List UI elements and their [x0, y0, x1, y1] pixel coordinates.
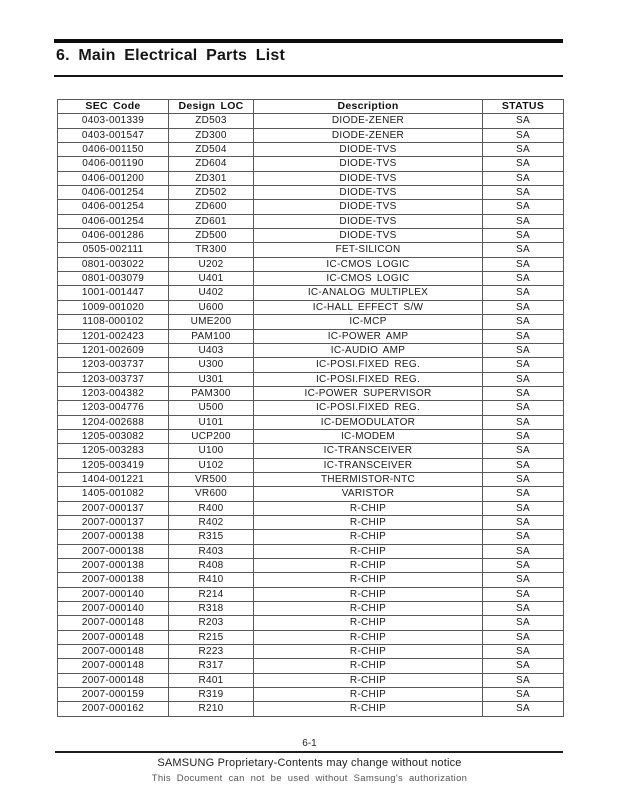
status-cell: SA [483, 343, 564, 357]
table-row [58, 415, 564, 429]
table-row [58, 645, 564, 659]
table-row [58, 358, 564, 372]
sec-code-cell: 1203-003737 [58, 372, 169, 386]
design-loc-cell: VR600 [169, 487, 254, 501]
sec-code-cell: 2007-000148 [58, 659, 169, 673]
description-cell: R-CHIP [254, 515, 483, 529]
sec-code-cell: 1203-004382 [58, 386, 169, 400]
status-cell: SA [483, 272, 564, 286]
design-loc-cell: ZD503 [169, 114, 254, 128]
table-row [58, 688, 564, 702]
description-cell: R-CHIP [254, 688, 483, 702]
description-cell: IC-MODEM [254, 429, 483, 443]
table-row [58, 659, 564, 673]
description-cell: R-CHIP [254, 702, 483, 716]
table-row [58, 630, 564, 644]
sec-code-cell: 2007-000148 [58, 645, 169, 659]
sec-code-cell: 1205-003082 [58, 429, 169, 443]
status-cell: SA [483, 372, 564, 386]
column-header-description: Description [254, 100, 483, 114]
description-cell: VARISTOR [254, 487, 483, 501]
status-cell: SA [483, 186, 564, 200]
design-loc-cell: R401 [169, 673, 254, 687]
column-header-design-loc: Design LOC [169, 100, 254, 114]
design-loc-cell: R410 [169, 573, 254, 587]
design-loc-cell: ZD504 [169, 143, 254, 157]
design-loc-cell: R403 [169, 544, 254, 558]
design-loc-cell: R315 [169, 530, 254, 544]
table-row [58, 214, 564, 228]
design-loc-cell: R203 [169, 616, 254, 630]
description-cell: IC-POSI.FIXED REG. [254, 358, 483, 372]
description-cell: R-CHIP [254, 645, 483, 659]
page-title: 6. Main Electrical Parts List [56, 47, 285, 64]
column-header-sec-code: SEC Code [58, 100, 169, 114]
table-row [58, 315, 564, 329]
table-row [58, 272, 564, 286]
description-cell: DIODE-TVS [254, 143, 483, 157]
table-row [58, 472, 564, 486]
description-cell: IC-TRANSCEIVER [254, 444, 483, 458]
sec-code-cell: 1009-001020 [58, 300, 169, 314]
status-cell: SA [483, 472, 564, 486]
sec-code-cell: 0406-001150 [58, 143, 169, 157]
description-cell: IC-ANALOG MULTIPLEX [254, 286, 483, 300]
status-cell: SA [483, 645, 564, 659]
design-loc-cell: U100 [169, 444, 254, 458]
description-cell: R-CHIP [254, 573, 483, 587]
sec-code-cell: 0403-001547 [58, 128, 169, 142]
description-cell: IC-TRANSCEIVER [254, 458, 483, 472]
status-cell: SA [483, 702, 564, 716]
description-cell: IC-POSI.FIXED REG. [254, 372, 483, 386]
title-bottom-rule [54, 75, 563, 77]
design-loc-cell: U202 [169, 257, 254, 271]
status-cell: SA [483, 659, 564, 673]
table-row [58, 401, 564, 415]
sec-code-cell: 2007-000148 [58, 616, 169, 630]
design-loc-cell: ZD301 [169, 171, 254, 185]
description-cell: R-CHIP [254, 501, 483, 515]
design-loc-cell: U401 [169, 272, 254, 286]
design-loc-cell: UME200 [169, 315, 254, 329]
status-cell: SA [483, 114, 564, 128]
sec-code-cell: 2007-000138 [58, 544, 169, 558]
sec-code-cell: 0801-003079 [58, 272, 169, 286]
sec-code-cell: 2007-000138 [58, 559, 169, 573]
design-loc-cell: UCP200 [169, 429, 254, 443]
design-loc-cell: VR500 [169, 472, 254, 486]
table-row [58, 329, 564, 343]
description-cell: DIODE-TVS [254, 157, 483, 171]
description-cell: R-CHIP [254, 673, 483, 687]
table-row [58, 487, 564, 501]
status-cell: SA [483, 386, 564, 400]
design-loc-cell: ZD604 [169, 157, 254, 171]
table-row [58, 143, 564, 157]
description-cell: DIODE-TVS [254, 200, 483, 214]
description-cell: R-CHIP [254, 559, 483, 573]
sec-code-cell: 1204-002688 [58, 415, 169, 429]
design-loc-cell: R317 [169, 659, 254, 673]
table-row [58, 587, 564, 601]
status-cell: SA [483, 587, 564, 601]
parts-table [57, 99, 564, 717]
sec-code-cell: 0406-001286 [58, 229, 169, 243]
design-loc-cell: R223 [169, 645, 254, 659]
status-cell: SA [483, 487, 564, 501]
parts-table-body [58, 114, 564, 716]
design-loc-cell: U101 [169, 415, 254, 429]
table-row [58, 128, 564, 142]
table-row [58, 573, 564, 587]
description-cell: DIODE-ZENER [254, 114, 483, 128]
table-row [58, 616, 564, 630]
status-cell: SA [483, 444, 564, 458]
sec-code-cell: 0801-003022 [58, 257, 169, 271]
sec-code-cell: 1203-004776 [58, 401, 169, 415]
description-cell: R-CHIP [254, 602, 483, 616]
sec-code-cell: 1201-002609 [58, 343, 169, 357]
description-cell: FET-SILICON [254, 243, 483, 257]
status-cell: SA [483, 214, 564, 228]
design-loc-cell: R210 [169, 702, 254, 716]
status-cell: SA [483, 458, 564, 472]
column-header-status: STATUS [483, 100, 564, 114]
description-cell: DIODE-TVS [254, 229, 483, 243]
table-row [58, 429, 564, 443]
sec-code-cell: 2007-000138 [58, 573, 169, 587]
description-cell: R-CHIP [254, 659, 483, 673]
table-row [58, 243, 564, 257]
description-cell: DIODE-TVS [254, 186, 483, 200]
design-loc-cell: U301 [169, 372, 254, 386]
status-cell: SA [483, 143, 564, 157]
sec-code-cell: 1404-001221 [58, 472, 169, 486]
sec-code-cell: 0505-002111 [58, 243, 169, 257]
description-cell: THERMISTOR-NTC [254, 472, 483, 486]
description-cell: DIODE-TVS [254, 171, 483, 185]
table-row [58, 559, 564, 573]
status-cell: SA [483, 200, 564, 214]
sec-code-cell: 0406-001190 [58, 157, 169, 171]
design-loc-cell: R400 [169, 501, 254, 515]
status-cell: SA [483, 243, 564, 257]
status-cell: SA [483, 616, 564, 630]
status-cell: SA [483, 257, 564, 271]
design-loc-cell: U403 [169, 343, 254, 357]
design-loc-cell: ZD601 [169, 214, 254, 228]
table-row [58, 530, 564, 544]
status-cell: SA [483, 501, 564, 515]
sec-code-cell: 2007-000140 [58, 587, 169, 601]
table-row [58, 186, 564, 200]
status-cell: SA [483, 544, 564, 558]
design-loc-cell: R408 [169, 559, 254, 573]
design-loc-cell: R214 [169, 587, 254, 601]
description-cell: R-CHIP [254, 630, 483, 644]
table-row [58, 702, 564, 716]
status-cell: SA [483, 415, 564, 429]
design-loc-cell: R319 [169, 688, 254, 702]
design-loc-cell: U500 [169, 401, 254, 415]
table-header-row [58, 100, 564, 114]
authorization-notice: This Document can not be used without Samsung's authorization [151, 773, 468, 784]
status-cell: SA [483, 171, 564, 185]
description-cell: IC-DEMODULATOR [254, 415, 483, 429]
status-cell: SA [483, 401, 564, 415]
sec-code-cell: 1405-001082 [58, 487, 169, 501]
design-loc-cell: U402 [169, 286, 254, 300]
design-loc-cell: ZD502 [169, 186, 254, 200]
sec-code-cell: 0406-001254 [58, 200, 169, 214]
sec-code-cell: 1001-001447 [58, 286, 169, 300]
table-row [58, 515, 564, 529]
description-cell: IC-POSI.FIXED REG. [254, 401, 483, 415]
design-loc-cell: U600 [169, 300, 254, 314]
table-row [58, 171, 564, 185]
design-loc-cell: ZD300 [169, 128, 254, 142]
table-row [58, 444, 564, 458]
status-cell: SA [483, 630, 564, 644]
sec-code-cell: 2007-000137 [58, 501, 169, 515]
sec-code-cell: 1108-000102 [58, 315, 169, 329]
status-cell: SA [483, 559, 564, 573]
table-row [58, 602, 564, 616]
status-cell: SA [483, 602, 564, 616]
design-loc-cell: U102 [169, 458, 254, 472]
description-cell: IC-POWER AMP [254, 329, 483, 343]
status-cell: SA [483, 329, 564, 343]
sec-code-cell: 0406-001254 [58, 214, 169, 228]
description-cell: R-CHIP [254, 530, 483, 544]
table-row [58, 372, 564, 386]
design-loc-cell: ZD600 [169, 200, 254, 214]
design-loc-cell: U300 [169, 358, 254, 372]
sec-code-cell: 2007-000162 [58, 702, 169, 716]
description-cell: R-CHIP [254, 544, 483, 558]
sec-code-cell: 2007-000137 [58, 515, 169, 529]
description-cell: R-CHIP [254, 616, 483, 630]
design-loc-cell: PAM300 [169, 386, 254, 400]
sec-code-cell: 0406-001254 [58, 186, 169, 200]
sec-code-cell: 1205-003283 [58, 444, 169, 458]
table-row [58, 257, 564, 271]
description-cell: R-CHIP [254, 587, 483, 601]
table-row [58, 673, 564, 687]
page-number: 6-1 [302, 738, 317, 749]
table-row [58, 501, 564, 515]
proprietary-notice: SAMSUNG Proprietary-Contents may change without notice [157, 757, 462, 769]
table-row [58, 343, 564, 357]
sec-code-cell: 0406-001200 [58, 171, 169, 185]
status-cell: SA [483, 315, 564, 329]
sec-code-cell: 2007-000140 [58, 602, 169, 616]
status-cell: SA [483, 358, 564, 372]
sec-code-cell: 2007-000138 [58, 530, 169, 544]
design-loc-cell: R402 [169, 515, 254, 529]
table-row [58, 300, 564, 314]
description-cell: DIODE-TVS [254, 214, 483, 228]
description-cell: IC-AUDIO AMP [254, 343, 483, 357]
description-cell: IC-POWER SUPERVISOR [254, 386, 483, 400]
sec-code-cell: 1205-003419 [58, 458, 169, 472]
description-cell: DIODE-ZENER [254, 128, 483, 142]
design-loc-cell: PAM100 [169, 329, 254, 343]
status-cell: SA [483, 229, 564, 243]
table-row [58, 157, 564, 171]
status-cell: SA [483, 530, 564, 544]
status-cell: SA [483, 157, 564, 171]
description-cell: IC-CMOS LOGIC [254, 257, 483, 271]
footer-rule [55, 751, 563, 753]
description-cell: IC-HALL EFFECT S/W [254, 300, 483, 314]
status-cell: SA [483, 286, 564, 300]
status-cell: SA [483, 429, 564, 443]
description-cell: IC-MCP [254, 315, 483, 329]
status-cell: SA [483, 673, 564, 687]
title-top-rule [54, 39, 563, 43]
table-row [58, 386, 564, 400]
table-row [58, 544, 564, 558]
status-cell: SA [483, 688, 564, 702]
sec-code-cell: 1203-003737 [58, 358, 169, 372]
table-row [58, 458, 564, 472]
status-cell: SA [483, 515, 564, 529]
design-loc-cell: R318 [169, 602, 254, 616]
sec-code-cell: 2007-000148 [58, 630, 169, 644]
sec-code-cell: 0403-001339 [58, 114, 169, 128]
table-row [58, 286, 564, 300]
table-row [58, 200, 564, 214]
table-row [58, 114, 564, 128]
design-loc-cell: TR300 [169, 243, 254, 257]
status-cell: SA [483, 573, 564, 587]
table-row [58, 229, 564, 243]
status-cell: SA [483, 128, 564, 142]
sec-code-cell: 2007-000148 [58, 673, 169, 687]
sec-code-cell: 1201-002423 [58, 329, 169, 343]
sec-code-cell: 2007-000159 [58, 688, 169, 702]
description-cell: IC-CMOS LOGIC [254, 272, 483, 286]
design-loc-cell: R215 [169, 630, 254, 644]
design-loc-cell: ZD500 [169, 229, 254, 243]
status-cell: SA [483, 300, 564, 314]
